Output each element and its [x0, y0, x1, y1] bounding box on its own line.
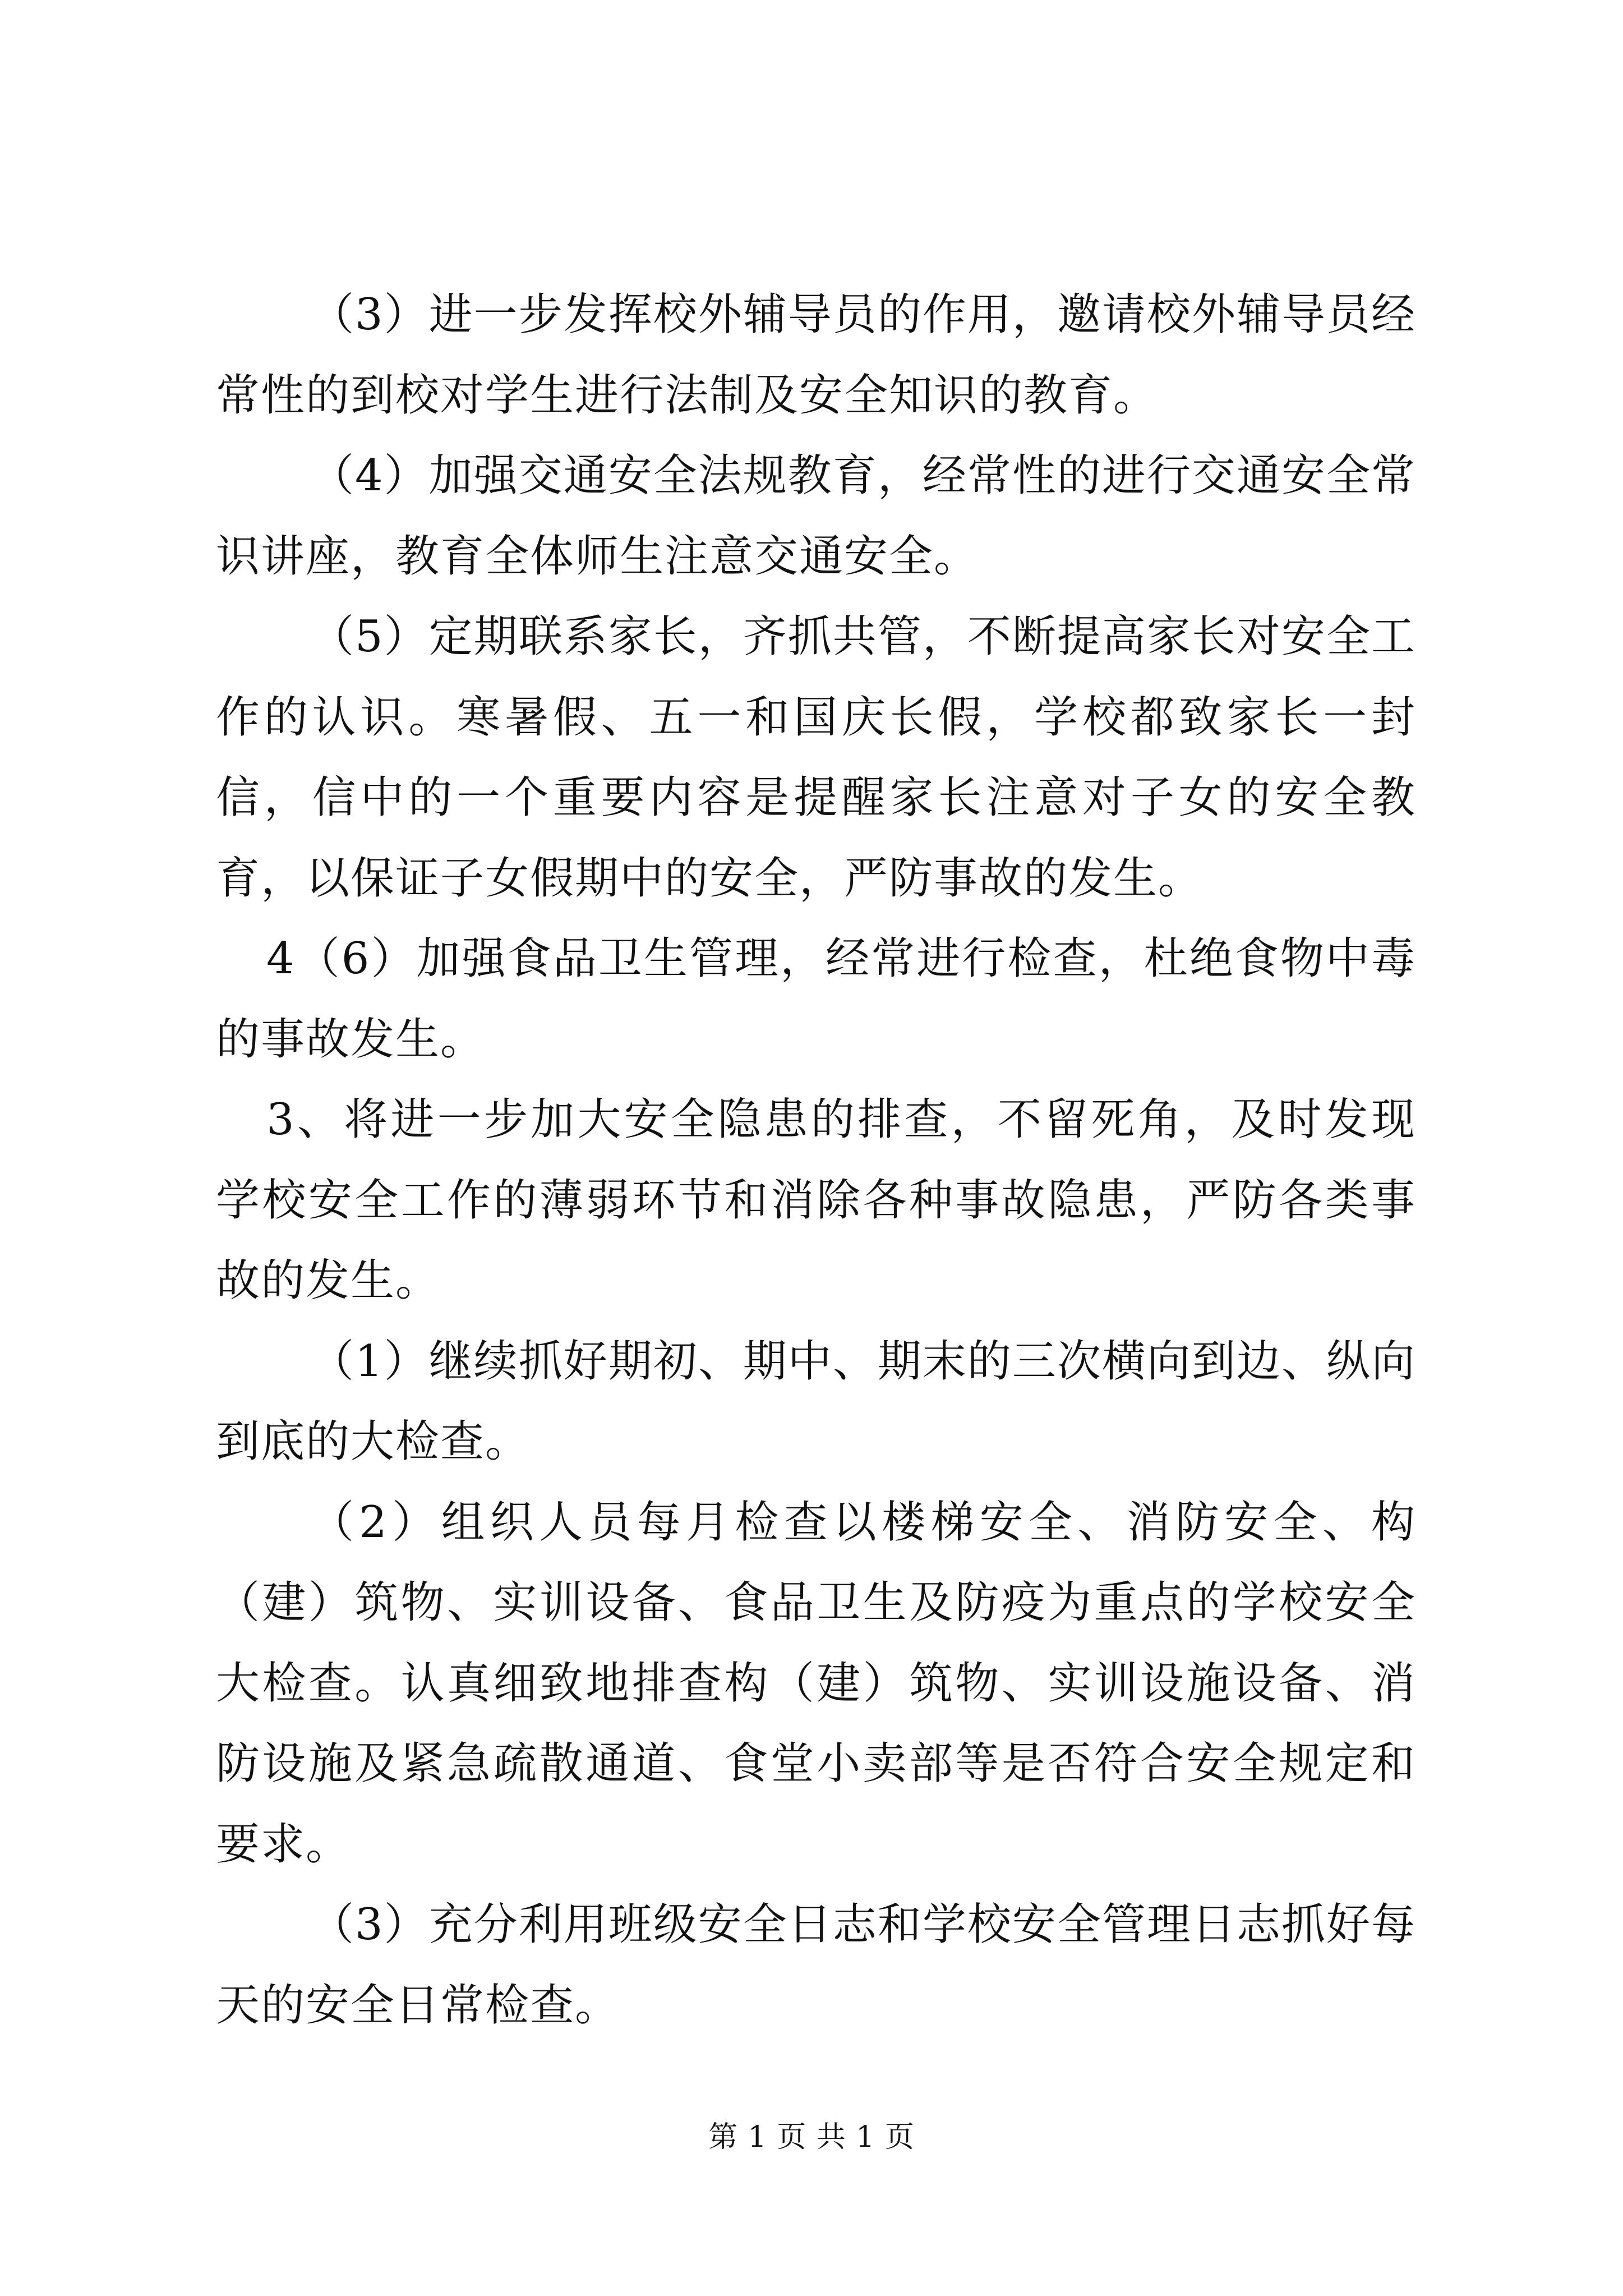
- document-body: [216, 275, 1416, 2046]
- paragraph-subitem-1: （1）继续抓好期初、期中、期末的三次横向到边、纵向到底的大检查。: [216, 1336, 1416, 1467]
- page-footer: 第 1 页 共 1 页: [708, 2120, 915, 2154]
- paragraph-item-4: （4）加强交通安全法规教育，经常性的进行交通安全常识讲座，教育全体师生注意交通安全。: [216, 450, 1416, 582]
- paragraph-item-6: 4（6）加强食品卫生管理，经常进行检查，杜绝食物中毒的事故发生。: [216, 933, 1416, 1065]
- paragraph-subitem-3: （3）充分利用班级安全日志和学校安全管理日志抓好每天的安全日常检查。: [216, 1899, 1416, 2031]
- paragraph-item-5: （5）定期联系家长，齐抓共管，不断提高家长对安全工作的认识。寒暑假、五一和国庆长假，学校都致家长一封信，信中的一个重要内容是提醒家长注意对子女的安全教育，以保证子女假期中的安全，严防事故的发生。: [216, 611, 1416, 904]
- paragraph-item-3: （3）进一步发挥校外辅导员的作用，邀请校外辅导员经常性的到校对学生进行法制及安全知识的教育。: [216, 289, 1416, 421]
- paragraph-section-3: 3、将进一步加大安全隐患的排查，不留死角，及时发现学校安全工作的薄弱环节和消除各种事故隐患，严防各类事故的发生。: [216, 1094, 1416, 1306]
- paragraph-subitem-2: （2）组织人员每月检查以楼梯安全、消防安全、构（建）筑物、实训设备、食品卫生及防疫为重点的学校安全大检查。认真细致地排查构（建）筑物、实训设施设备、消防设施及紧急疏散通道、食堂小卖部等是否符合安全规定和要求。: [216, 1497, 1416, 1870]
